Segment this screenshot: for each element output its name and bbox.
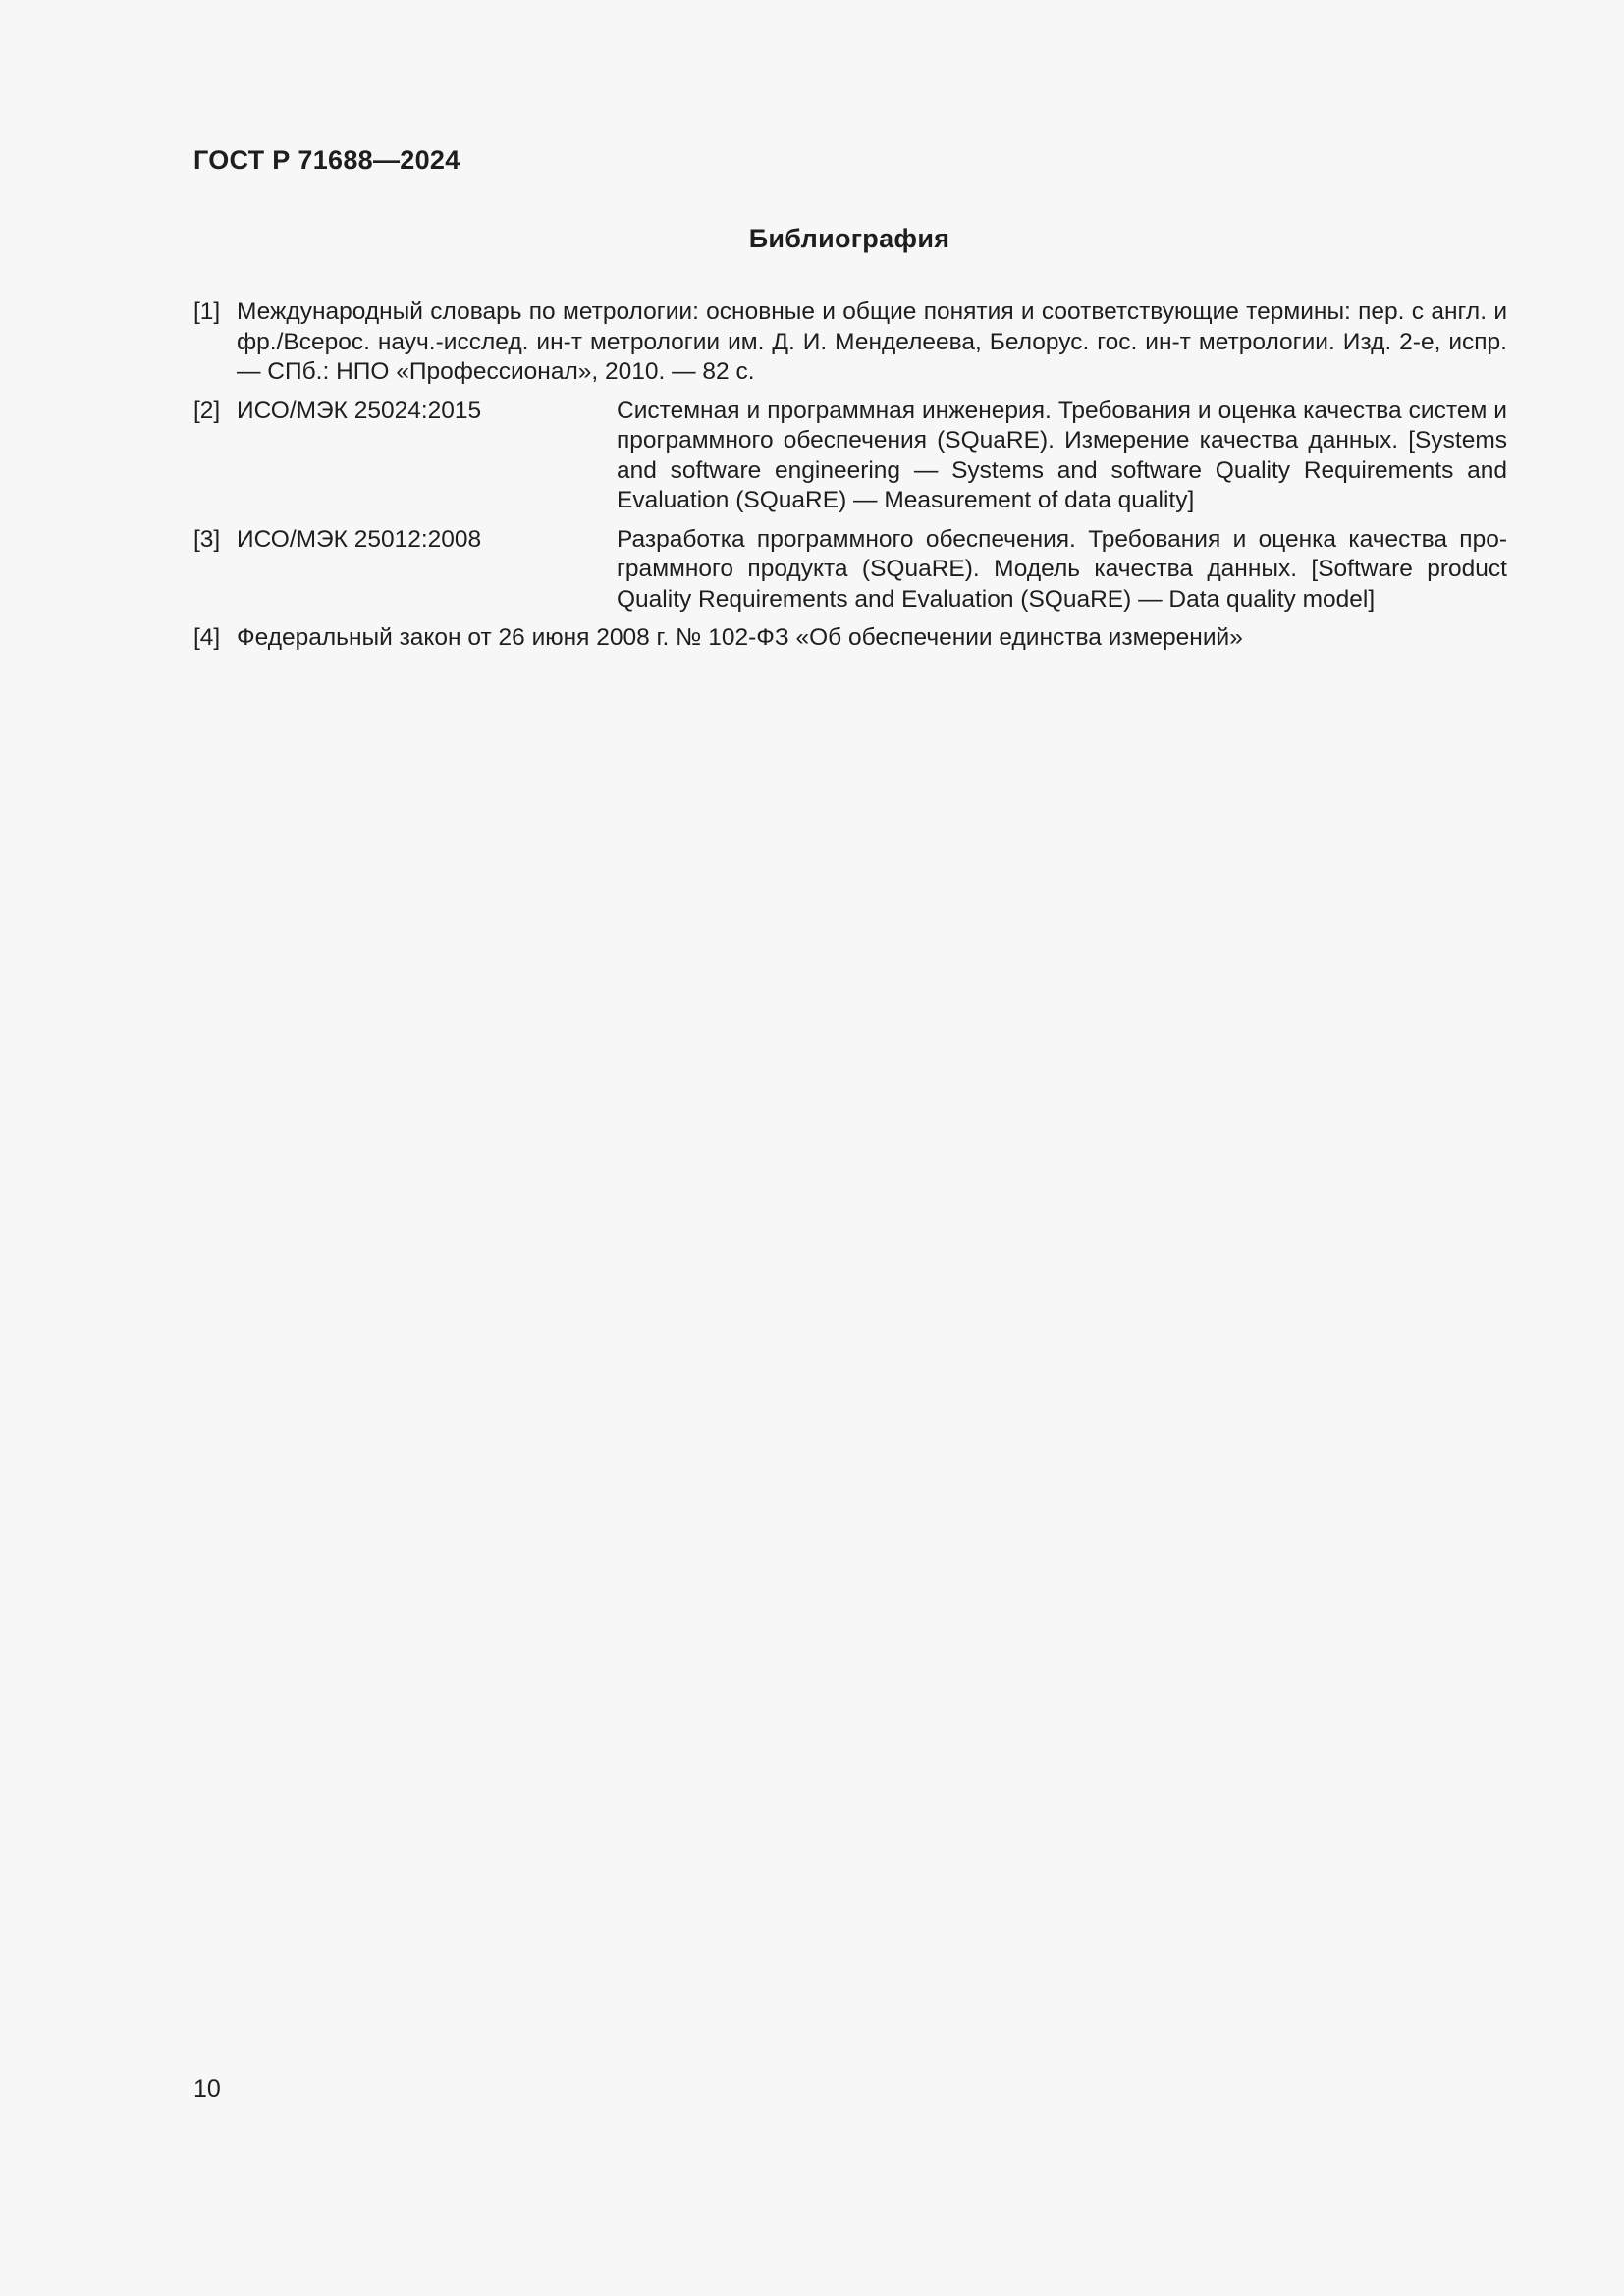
standard-code: ИСО/МЭК 25024:2015: [237, 397, 482, 424]
bibliography-item-2: [193, 397, 1507, 516]
document-code: ГОСТ Р 71688—2024: [193, 145, 460, 175]
page-number: 10: [193, 2075, 221, 2103]
bibliography-list: [193, 297, 1507, 663]
bibliography-number: [2]: [193, 397, 221, 424]
bibliography-number: [3]: [193, 525, 221, 553]
bibliography-text: Системная и программная инженерия. Требования и оценка качества систем и программного обеспечения (SQuaRE). Измерение качества данных. [Systems and software engineering — Systems and software Quality Requirements and Evaluation (SQuaRE) — Measurement of data quality]: [617, 397, 1507, 513]
section-title: Библиография: [748, 224, 950, 253]
bibliography-number: [4]: [193, 624, 221, 651]
bibliography-text: Федеральный закон от 26 июня 2008 г. № 102-ФЗ «Об обеспечении единства измерений»: [237, 624, 1243, 651]
standard-code: ИСО/МЭК 25012:2008: [237, 525, 482, 553]
bibliography-item-3: [193, 525, 1507, 615]
bibliography-text: Международный словарь по метрологии: основные и общие понятия и соответствующие термины: пер. с англ. и фр./Всерос. науч.-исслед. ин-т метрологии им. Д. И. Менделеева, Белорус. гос. ин-т метрологии. Изд. 2-е, испр. — СПб.: НПО «Профессионал», 2010. — 82 с.: [237, 298, 1507, 385]
bibliography-item-4: [193, 623, 1507, 654]
bibliography-number: [1]: [193, 298, 221, 325]
bibliography-item-1: [193, 297, 1507, 388]
bibliography-text: Разработка программного обеспечения. Требования и оценка качества программного продукта (SQuaRE). Модель качества данных. [Software product Quality Requirements and Evaluation (SQuaRE) — Data quality model]: [617, 525, 1507, 613]
